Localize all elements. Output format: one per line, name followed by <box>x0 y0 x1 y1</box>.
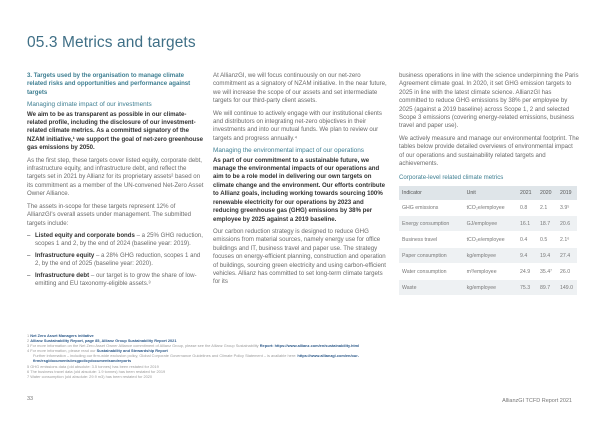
column-investments <box>27 72 205 291</box>
cell-2021: 75.3 <box>517 280 537 296</box>
target-text: – a 28% GHG reduction, scopes 1 and 2, by the end of 2025 (baseline year: 2020). <box>35 251 201 268</box>
header-2019: 2019 <box>557 186 577 200</box>
footnote-link[interactable]: Sustainability and Stewardship Report <box>96 348 168 354</box>
target-text: – a 25% GHG reduction, scopes 1 and 2, by the end of 2024 (baseline year: 2019). <box>35 231 203 248</box>
target-text: – our target is to grow the share of low-emitting and EU taxonomy-eligible assets.³ <box>35 271 197 287</box>
target-item <box>27 252 205 269</box>
paragraph: business operations in line with the science underpinning the Paris Agreement climate goal. In 2020, it set GHG emission targets to 2025 in line with the latest climate science. AllianzGI has committed to reduce GHG emissions by 38% per employee by 2025 (against a 2019 baseline) across Scope 1, 2 and selected Scope 3 emissions (covering energy-related emissions, business travel and paper use). <box>399 72 579 130</box>
cell-indicator: Energy consumption <box>399 216 464 232</box>
footnote-text: For more information, please read our <box>30 348 97 354</box>
footnote-number: 6 <box>27 368 30 374</box>
sub-heading-investments: Managing climate impact of our investments <box>27 101 152 109</box>
target-label: Infrastructure debt <box>35 271 90 279</box>
table-title: Corporate-level related climate metrics <box>399 174 504 182</box>
table-row <box>399 216 577 232</box>
section-heading: 3. Targets used by the organisation to manage climate related risks and opportunities and performance against targets <box>27 72 191 96</box>
table-row <box>399 248 577 264</box>
cell-unit: kg/employee <box>464 280 517 296</box>
footnote-text: The business travel data (old absolute: 1.9 tonnes) has been restated for 2019 <box>30 368 166 374</box>
paragraph: We actively measure and manage our environmental footprint. The tables below provide detailed overviews of environmental impact of our operations and sustainability related targets and achievements. <box>399 134 579 168</box>
cell-2020: 35.4⁷ <box>537 264 557 280</box>
climate-metrics-table <box>399 186 577 296</box>
footnote-number: 4 <box>27 348 30 354</box>
footnote-link[interactable]: Report: https://www.allianz.com/en/sustainability.html <box>259 343 360 349</box>
cell-unit: tCO₂e/employee <box>464 232 517 248</box>
paragraph: We will continue to actively engage with our institutional clients and distributors on integrating net-zero objectives in their investments and into our mutual funds. We plan to review our targets and progress annually.⁴ <box>213 109 382 142</box>
cell-2019: 20.6 <box>557 216 577 232</box>
paragraph: At AllianzGI, we will focus continuously on our net-zero commitment as a signatory of NZAM initiative. In the near future, we will increase the scope of our assets and set intermediate targets for our third-party client assets. <box>213 72 387 105</box>
footnote <box>27 374 367 379</box>
cell-indicator: Paper consumption <box>399 248 464 264</box>
column-metrics <box>399 72 579 296</box>
target-label: Infrastructure equity <box>35 251 95 259</box>
cell-2021: 9.4 <box>517 248 537 264</box>
lead-paragraph: We aim to be as transparent as possible in our climate-related profile, including the disclosure of our investment-related climate metrics. As a committed signatory of the NZAM initiative,¹ we support the goal of net-zero greenhouse gas emissions by 2050. <box>27 110 204 152</box>
footnote-link[interactable]: Net Zero Asset Managers initiative <box>30 333 94 338</box>
header-2021: 2021 <box>517 186 537 200</box>
targets-list <box>27 232 205 288</box>
paragraph: As the first step, these targets cover listed equity, corporate debt, infrastructure equity, and infrastructure debt, and reflect the targets set in 2021 by Allianz for its proprietary assets² based on its commitment as a member of the UN-convened Net-Zero Asset Owner Alliance. <box>27 156 204 198</box>
cell-2021: 24.9 <box>517 264 537 280</box>
target-label: Listed equity and corporate bonds <box>35 231 135 239</box>
cell-unit: kg/employee <box>464 248 517 264</box>
cell-2019: 27.4 <box>557 248 577 264</box>
cell-2019: 26.0 <box>557 264 577 280</box>
header-2020: 2020 <box>537 186 557 200</box>
cell-indicator: Business travel <box>399 232 464 248</box>
cell-2020: 2.1 <box>537 200 557 216</box>
footnote-text: For more information on the Net Zero Asset Owner Alliance commitment of Allianz Group, please see the Allianz Group Sustainability <box>30 343 260 349</box>
cell-indicator: GHG emissions <box>399 200 464 216</box>
lead-paragraph: As part of our commitment to a sustainable future, we manage the environmental impacts of our operations and aim to be a role model in delivering our own targets on climate change and the environment. Our efforts contribute to Allianz goals, including working towards sourcing 100% renewable electricity for our operations by 2023 and reducing greenhouse gas (GHG) emissions by 38% per employee by 2025 against a 2019 baseline. <box>213 156 386 223</box>
cell-unit: m³/employee <box>464 264 517 280</box>
cell-2019: 3.9⁵ <box>557 200 577 216</box>
page-number: 33 <box>27 396 34 402</box>
footnote-number: 5 <box>27 363 30 369</box>
footnote-link[interactable]: Allianz Sustainability Report, page 85, Allianz Group Sustainability Report 2021 <box>30 338 177 344</box>
cell-2019: 149.0 <box>557 280 577 296</box>
cell-unit: GJ/employee <box>464 216 517 232</box>
cell-2021: 0.4 <box>517 232 537 248</box>
table-row <box>399 232 577 248</box>
cell-2020: 19.4 <box>537 248 557 264</box>
table-row <box>399 264 577 280</box>
footnote <box>27 353 367 363</box>
footnote-text: Water consumption (old absolute: 29.9 m3) has been restated for 2020 <box>30 373 153 379</box>
cell-2021: 16.1 <box>517 216 537 232</box>
cell-unit: tCO₂e/employee <box>464 200 517 216</box>
header-indicator: Indicator <box>399 186 464 200</box>
footnote-text: Further information – including our firm-wide exclusion policy, Global Corporate Governance Guidelines and Climate Policy Statement – is available here: <box>33 353 298 359</box>
table-row <box>399 200 577 216</box>
sub-heading-operations: Managing the environmental impact of our operations <box>213 147 364 155</box>
footnote-text: GHG emissions data (old absolute: 3.5 tonnes) has been restated for 2019 <box>30 363 159 369</box>
cell-2020: 89.7 <box>537 280 557 296</box>
cell-2020: 0.5 <box>537 232 557 248</box>
paragraph: The assets in-scope for these targets represent 12% of AllianzGI's overall assets under management. The submitted targets include: <box>27 202 191 227</box>
page-title: 05.3 Metrics and targets <box>27 34 196 51</box>
footnote-link[interactable]: https://www.allianzgi.com/en/our-firm/esg/documents#esgpolicydocumentsandreports <box>33 353 360 364</box>
table-header-row <box>399 186 577 200</box>
target-item <box>27 272 205 289</box>
cell-2019: 2.1⁶ <box>557 232 577 248</box>
footnote-number: 1 <box>27 333 30 338</box>
footnote-number: 7 <box>27 373 30 379</box>
paragraph: Our carbon reduction strategy is designed to reduce GHG emissions from material sources, namely energy use for office buildings and IT, business travel and paper use. The strategy focuses on energy-efficient planning, construction and operation of buildings, sourcing green electricity and using carbon-efficient vehicles. Allianz has committed to set long-term climate targets for its <box>213 227 386 286</box>
footnote-number: 2 <box>27 338 30 344</box>
report-name: AllianzGI TCFD Report 2021 <box>502 398 572 404</box>
header-unit: Unit <box>464 186 517 200</box>
table-row <box>399 280 577 296</box>
cell-2021: 0.8 <box>517 200 537 216</box>
cell-indicator: Waste <box>399 280 464 296</box>
target-item <box>27 232 205 249</box>
cell-indicator: Water consumption <box>399 264 464 280</box>
column-operations <box>213 72 391 291</box>
footnotes <box>27 333 367 379</box>
footnote-number: 3 <box>27 343 30 349</box>
cell-2020: 18.7 <box>537 216 557 232</box>
